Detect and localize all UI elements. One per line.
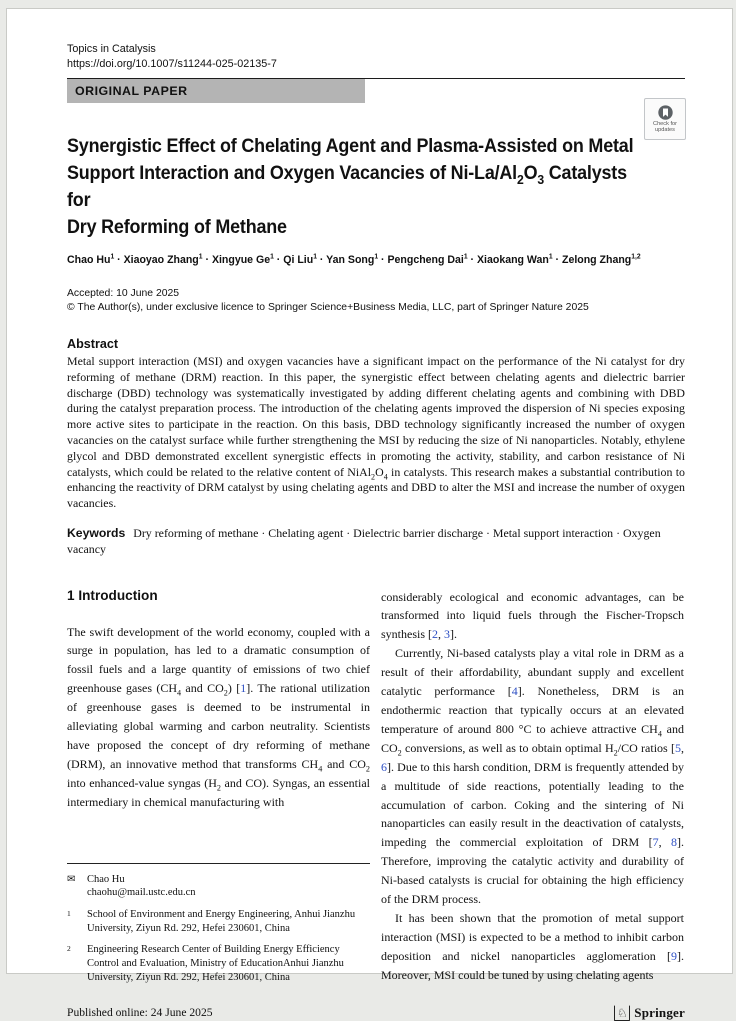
citation-link[interactable]: 5 (674, 740, 681, 755)
citation-link[interactable]: 6 (381, 759, 387, 774)
keywords-line (67, 526, 685, 558)
correspondence-email[interactable]: chaohu@mail.ustc.edu.cn (87, 887, 196, 899)
title-line-3: Dry Reforming of Methane (67, 216, 287, 238)
keywords-label: Keywords (67, 525, 126, 540)
citation-link[interactable]: 2 (432, 627, 438, 642)
intro-paragraph-right-2: Currently, Ni-based catalysts play a vital role in DRM as a result of their affordability, abundant supply and excellent catalytic performance [4]. Nonetheless, DRM is an endothermic reaction that typically occurs at an elevated temperature of around 800 °C to achieve attractive $CH_4$ and $CO_2$ conversions, as well as to obtain optimal $H_2/CO$ ratios [5, 6]. Due to this harsh condition, DRM is frequently attended by a multitude of side reactions, potentially leading to the accumulation of carbon. Coking and the sintering of Ni nanoparticles can easily result in the deactivation of catalysts, impeding the commercial exploitation of DRM [7, 8]. Therefore, improving the catalytic activity and durability of Ni-based catalysts is crucial for obtaining the high efficiency of the DRM process. (381, 646, 685, 907)
article-type-banner (67, 79, 365, 103)
two-column-body (67, 588, 685, 985)
intro-paragraph-left: The swift development of the world economy, coupled with a surge in population, has led to a dramatic consumption of fossil fuels and a large quantity of emissions of two chief greenhouse gases ($CH_4$ and $CO_2$) [1]. The rational utilization of greenhouse gases is deemed to be instrumental in alleviating global warming and carbon neutrality. Scientists have proposed the concept of dry reforming of methane (DRM), an innovative method that transforms $CH_4$ and $CO_2$ into enhanced-value syngas ($H_2$ and CO). Syngas, an essential intermediary in chemical manufacturing with (67, 624, 370, 809)
affiliation-1 (67, 908, 370, 935)
footnote-rule (67, 863, 370, 864)
check-for-updates-line2: updates (655, 127, 675, 133)
affiliation-2-number: 2 (67, 944, 71, 954)
section-heading-introduction: 1 Introduction (67, 587, 158, 603)
abstract-section (67, 337, 685, 512)
intro-paragraph-right-3: It has been shown that the promotion of metal support interaction (MSI) is expected to be a method to inhibit carbon deposition and nickel nanoparticles agglomeration [9]. Moreover, MSI could be tuned by using chelating agents (381, 910, 684, 982)
abstract-heading: Abstract (67, 337, 119, 351)
left-column (67, 588, 370, 985)
article-page (6, 8, 733, 1020)
copyright-line: © The Author(s), under exclusive licence to Springer Science+Business Media, LLC, part of Springer Nature 2025 (67, 302, 589, 313)
citation-link[interactable]: 4 (511, 684, 518, 699)
keywords-text: Dry reforming of methane · Chelating agent · Dielectric barrier discharge · Metal support interaction · Oxygen vacancy (67, 525, 661, 556)
title-line-2: Support Interaction and Oxygen Vacancies of $Ni-La/Al_2O_3$ Catalysts for (67, 162, 627, 211)
page-content (67, 9, 685, 1021)
article-type-label: ORIGINAL PAPER (75, 84, 188, 98)
footnote-block (67, 863, 370, 985)
article-history (67, 287, 685, 315)
springer-horse-icon: ♘ (614, 1005, 630, 1021)
citation-link[interactable]: 3 (444, 627, 450, 642)
affiliation-1-text: School of Environment and Energy Engineering, Anhui Jianzhu University, Ziyun Rd. 292, Hefei 230601, China (87, 909, 356, 934)
doi-link[interactable]: https://doi.org/10.1007/s11244-025-02135-7 (67, 57, 277, 70)
correspondence-details (87, 873, 196, 900)
springer-wordmark: Springer (634, 1004, 685, 1020)
abstract-text: Metal support interaction (MSI) and oxygen vacancies have a significant impact on the performance of the Ni catalyst for dry reforming of methane (DRM) reaction. In this paper, the synergistic effect between chelating agents and dielectric barrier discharge (DBD) technology was systematically investigated by adding different chelating agents and combining with DBD during the catalyst preparation process. The introduction of the chelating agents improved the dispersion of Ni species exposing more active sites to participate in the reaction. On this basis, DBD technology significantly increased the number of oxygen vacancies on the catalyst surface while further strengthening the MSI by reducing the size of Ni nanoparticles. Notably, ethylene glycol and DBD demonstrated excellent synergistic effects in promoting the activity, stability, and carbon resistance of Ni catalysts, which could be related to the relative content of $NiAl_2O_4$ in catalysts. This research makes a substantial contribution to enhancing the reactivity of DRM catalyst by using chelating agents and DBD to alter the MSI and increase the number of oxygen vacancies. (67, 354, 685, 511)
affiliation-2 (67, 943, 370, 984)
citation-link[interactable]: 9 (671, 948, 677, 963)
affiliation-2-text: Engineering Research Center of Building Energy Efficiency Control and Evaluation, Ministry of EducationAnhui Jianzhu University, Ziyun Rd. 292, Hefei 230601, China (87, 944, 344, 983)
accepted-date: Accepted: 10 June 2025 (67, 288, 180, 299)
title-line-1: Synergistic Effect of Chelating Agent and Plasma-Assisted on Metal (67, 135, 634, 157)
journal-header (67, 42, 685, 71)
right-column (381, 588, 684, 985)
journal-name: Topics in Catalysis (67, 43, 156, 55)
correspondence-note (67, 873, 370, 900)
mail-icon: ✉ (67, 873, 76, 885)
article-title (67, 133, 636, 241)
intro-paragraph-right-1: considerably ecological and economic advantages, can be transformed into liquid fuels through the Fischer-Tropsch synthesis [2, 3]. (381, 589, 684, 642)
affiliation-1-number: 1 (67, 909, 71, 919)
check-for-updates-line1: Check for (653, 120, 677, 127)
citation-link[interactable]: 8 (671, 835, 678, 850)
author-list: Chao $Hu^1$ · Xiaoyao Zhang$^1$ · Xingyue $Ge^1 \cdot Qi$ Liu$^1$ · Yan Song$^1$ · Pengcheng Dai$^1$ · Xiaokang Wan$^1$ · Zelong Zhang$^{1,2}$ (67, 253, 641, 266)
page-footer (67, 1005, 685, 1021)
corresponding-author-name: Chao Hu (87, 873, 125, 885)
published-online: Published online: 24 June 2025 (67, 1006, 213, 1020)
citation-link[interactable]: 7 (652, 835, 659, 850)
springer-logo (614, 1005, 685, 1021)
citation-link[interactable]: 1 (240, 681, 247, 696)
